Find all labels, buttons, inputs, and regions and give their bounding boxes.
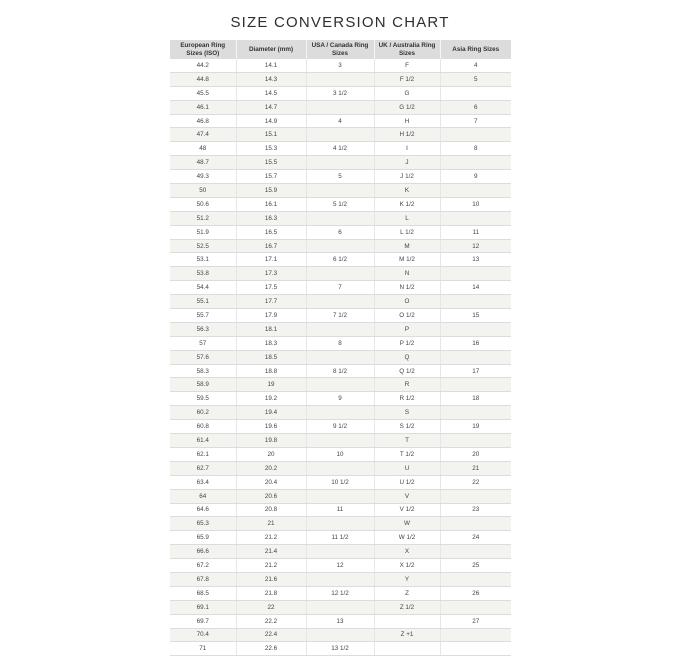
- cell-asia-size: [440, 517, 511, 531]
- cell-european-size: 44.2: [170, 59, 236, 72]
- table-row: [170, 128, 511, 142]
- cell-diameter: 15.5: [236, 156, 306, 170]
- cell-usa-canada-size: 6: [306, 225, 374, 239]
- cell-diameter: 15.7: [236, 170, 306, 184]
- cell-diameter: 18.8: [236, 364, 306, 378]
- cell-diameter: 19: [236, 378, 306, 392]
- cell-asia-size: 18: [440, 392, 511, 406]
- cell-uk-australia-size: J 1/2: [374, 170, 440, 184]
- cell-european-size: 65.9: [170, 531, 236, 545]
- table-row: [170, 600, 511, 614]
- cell-diameter: 19.4: [236, 406, 306, 420]
- chart-title: SIZE CONVERSION CHART: [230, 14, 450, 31]
- cell-diameter: 18.5: [236, 350, 306, 364]
- table-row: [170, 378, 511, 392]
- cell-usa-canada-size: [306, 600, 374, 614]
- cell-usa-canada-size: 9: [306, 392, 374, 406]
- cell-uk-australia-size: U: [374, 461, 440, 475]
- cell-diameter: 20: [236, 447, 306, 461]
- table-row: [170, 100, 511, 114]
- cell-uk-australia-size: Z +1: [374, 628, 440, 642]
- cell-european-size: 48: [170, 142, 236, 156]
- cell-usa-canada-size: 13 1/2: [306, 642, 374, 656]
- table-header-row: [170, 40, 511, 59]
- cell-uk-australia-size: Q 1/2: [374, 364, 440, 378]
- table-row: [170, 392, 511, 406]
- table-row: [170, 517, 511, 531]
- cell-usa-canada-size: [306, 434, 374, 448]
- table-row: [170, 614, 511, 628]
- cell-usa-canada-size: 11: [306, 503, 374, 517]
- table-row: [170, 642, 511, 656]
- cell-usa-canada-size: [306, 128, 374, 142]
- cell-european-size: 64: [170, 489, 236, 503]
- cell-asia-size: [440, 378, 511, 392]
- table-row: [170, 364, 511, 378]
- table-row: [170, 531, 511, 545]
- cell-usa-canada-size: 8: [306, 336, 374, 350]
- cell-european-size: 68.5: [170, 586, 236, 600]
- cell-asia-size: 17: [440, 364, 511, 378]
- cell-asia-size: [440, 600, 511, 614]
- cell-uk-australia-size: O 1/2: [374, 309, 440, 323]
- cell-diameter: 16.3: [236, 211, 306, 225]
- cell-uk-australia-size: N: [374, 267, 440, 281]
- cell-uk-australia-size: X 1/2: [374, 559, 440, 573]
- cell-asia-size: 23: [440, 503, 511, 517]
- cell-european-size: 60.2: [170, 406, 236, 420]
- cell-diameter: 14.9: [236, 114, 306, 128]
- cell-uk-australia-size: U 1/2: [374, 475, 440, 489]
- header-diameter-mm: Diameter (mm): [236, 40, 306, 59]
- cell-european-size: 53.1: [170, 253, 236, 267]
- cell-usa-canada-size: [306, 322, 374, 336]
- cell-asia-size: [440, 267, 511, 281]
- cell-diameter: 19.8: [236, 434, 306, 448]
- cell-diameter: 21.2: [236, 559, 306, 573]
- cell-european-size: 48.7: [170, 156, 236, 170]
- cell-usa-canada-size: [306, 184, 374, 198]
- cell-european-size: 62.7: [170, 461, 236, 475]
- cell-uk-australia-size: X: [374, 545, 440, 559]
- cell-asia-size: [440, 406, 511, 420]
- cell-usa-canada-size: [306, 406, 374, 420]
- cell-uk-australia-size: V: [374, 489, 440, 503]
- cell-diameter: 18.3: [236, 336, 306, 350]
- cell-diameter: 20.8: [236, 503, 306, 517]
- cell-european-size: 46.8: [170, 114, 236, 128]
- cell-uk-australia-size: Z 1/2: [374, 600, 440, 614]
- table-row: [170, 295, 511, 309]
- cell-asia-size: 26: [440, 586, 511, 600]
- cell-european-size: 67.2: [170, 559, 236, 573]
- table-row: [170, 72, 511, 86]
- cell-uk-australia-size: Q: [374, 350, 440, 364]
- cell-uk-australia-size: G: [374, 86, 440, 100]
- cell-usa-canada-size: [306, 350, 374, 364]
- cell-uk-australia-size: [374, 614, 440, 628]
- cell-uk-australia-size: F 1/2: [374, 72, 440, 86]
- table-row: [170, 86, 511, 100]
- cell-diameter: 17.5: [236, 281, 306, 295]
- cell-diameter: 17.9: [236, 309, 306, 323]
- cell-usa-canada-size: 11 1/2: [306, 531, 374, 545]
- cell-asia-size: [440, 156, 511, 170]
- cell-european-size: 46.1: [170, 100, 236, 114]
- cell-uk-australia-size: V 1/2: [374, 503, 440, 517]
- cell-uk-australia-size: K 1/2: [374, 197, 440, 211]
- table-row: [170, 253, 511, 267]
- header-european-ring-sizes: European Ring Sizes (ISO): [170, 40, 236, 59]
- cell-european-size: 53.8: [170, 267, 236, 281]
- table-row: [170, 211, 511, 225]
- cell-asia-size: 25: [440, 559, 511, 573]
- cell-european-size: 69.7: [170, 614, 236, 628]
- table-row: [170, 434, 511, 448]
- table-row: [170, 586, 511, 600]
- cell-usa-canada-size: [306, 378, 374, 392]
- cell-asia-size: [440, 86, 511, 100]
- cell-diameter: 19.6: [236, 420, 306, 434]
- cell-european-size: 49.3: [170, 170, 236, 184]
- cell-asia-size: 4: [440, 59, 511, 72]
- cell-european-size: 60.8: [170, 420, 236, 434]
- cell-european-size: 71: [170, 642, 236, 656]
- cell-asia-size: [440, 295, 511, 309]
- cell-diameter: 14.1: [236, 59, 306, 72]
- cell-european-size: 61.4: [170, 434, 236, 448]
- table-row: [170, 489, 511, 503]
- cell-diameter: 22: [236, 600, 306, 614]
- cell-diameter: 15.1: [236, 128, 306, 142]
- cell-uk-australia-size: O: [374, 295, 440, 309]
- cell-uk-australia-size: S 1/2: [374, 420, 440, 434]
- cell-diameter: 21.2: [236, 531, 306, 545]
- cell-usa-canada-size: [306, 156, 374, 170]
- table-row: [170, 59, 511, 72]
- cell-uk-australia-size: I: [374, 142, 440, 156]
- cell-uk-australia-size: P 1/2: [374, 336, 440, 350]
- cell-asia-size: [440, 434, 511, 448]
- cell-uk-australia-size: M: [374, 239, 440, 253]
- cell-usa-canada-size: 3 1/2: [306, 86, 374, 100]
- cell-asia-size: 7: [440, 114, 511, 128]
- cell-european-size: 65.3: [170, 517, 236, 531]
- cell-asia-size: 8: [440, 142, 511, 156]
- cell-european-size: 70.4: [170, 628, 236, 642]
- table-body: [170, 59, 511, 656]
- cell-uk-australia-size: R 1/2: [374, 392, 440, 406]
- table-row: [170, 309, 511, 323]
- cell-asia-size: 22: [440, 475, 511, 489]
- header-asia-ring-sizes: Asia Ring Sizes: [440, 40, 511, 59]
- cell-usa-canada-size: [306, 295, 374, 309]
- cell-uk-australia-size: S: [374, 406, 440, 420]
- cell-diameter: 14.7: [236, 100, 306, 114]
- cell-asia-size: 10: [440, 197, 511, 211]
- cell-usa-canada-size: 6 1/2: [306, 253, 374, 267]
- cell-european-size: 67.8: [170, 572, 236, 586]
- cell-asia-size: [440, 572, 511, 586]
- cell-uk-australia-size: T 1/2: [374, 447, 440, 461]
- cell-uk-australia-size: G 1/2: [374, 100, 440, 114]
- table-row: [170, 545, 511, 559]
- table-row: [170, 559, 511, 573]
- table-row: [170, 628, 511, 642]
- table-row: [170, 239, 511, 253]
- cell-diameter: 20.4: [236, 475, 306, 489]
- cell-uk-australia-size: P: [374, 322, 440, 336]
- cell-european-size: 50.6: [170, 197, 236, 211]
- cell-usa-canada-size: 13: [306, 614, 374, 628]
- cell-usa-canada-size: 4 1/2: [306, 142, 374, 156]
- table-row: [170, 142, 511, 156]
- cell-diameter: 14.5: [236, 86, 306, 100]
- cell-asia-size: 27: [440, 614, 511, 628]
- cell-european-size: 57: [170, 336, 236, 350]
- cell-diameter: 19.2: [236, 392, 306, 406]
- table-row: [170, 225, 511, 239]
- cell-usa-canada-size: 5: [306, 170, 374, 184]
- cell-diameter: 16.5: [236, 225, 306, 239]
- cell-usa-canada-size: 9 1/2: [306, 420, 374, 434]
- cell-diameter: 16.1: [236, 197, 306, 211]
- cell-asia-size: 20: [440, 447, 511, 461]
- cell-european-size: 55.7: [170, 309, 236, 323]
- cell-diameter: 17.3: [236, 267, 306, 281]
- cell-usa-canada-size: 10 1/2: [306, 475, 374, 489]
- cell-uk-australia-size: T: [374, 434, 440, 448]
- cell-usa-canada-size: [306, 517, 374, 531]
- cell-uk-australia-size: Z: [374, 586, 440, 600]
- table-row: [170, 170, 511, 184]
- cell-asia-size: [440, 628, 511, 642]
- cell-asia-size: 5: [440, 72, 511, 86]
- cell-asia-size: 13: [440, 253, 511, 267]
- cell-diameter: 22.4: [236, 628, 306, 642]
- table-row: [170, 406, 511, 420]
- header-uk-australia-ring-sizes: UK / Australia Ring Sizes: [374, 40, 440, 59]
- cell-usa-canada-size: [306, 489, 374, 503]
- table-row: [170, 281, 511, 295]
- table-row: [170, 447, 511, 461]
- cell-european-size: 63.4: [170, 475, 236, 489]
- cell-uk-australia-size: M 1/2: [374, 253, 440, 267]
- cell-asia-size: [440, 211, 511, 225]
- cell-asia-size: 19: [440, 420, 511, 434]
- cell-diameter: 21: [236, 517, 306, 531]
- table-row: [170, 461, 511, 475]
- cell-asia-size: [440, 184, 511, 198]
- cell-uk-australia-size: H: [374, 114, 440, 128]
- cell-european-size: 54.4: [170, 281, 236, 295]
- cell-european-size: 59.5: [170, 392, 236, 406]
- cell-uk-australia-size: F: [374, 59, 440, 72]
- cell-usa-canada-size: 7 1/2: [306, 309, 374, 323]
- cell-usa-canada-size: 12 1/2: [306, 586, 374, 600]
- table-row: [170, 322, 511, 336]
- table-row: [170, 350, 511, 364]
- cell-european-size: 58.3: [170, 364, 236, 378]
- cell-usa-canada-size: 10: [306, 447, 374, 461]
- cell-uk-australia-size: H 1/2: [374, 128, 440, 142]
- table-row: [170, 156, 511, 170]
- cell-usa-canada-size: [306, 461, 374, 475]
- cell-asia-size: 9: [440, 170, 511, 184]
- cell-european-size: 47.4: [170, 128, 236, 142]
- table-row: [170, 184, 511, 198]
- cell-usa-canada-size: 7: [306, 281, 374, 295]
- cell-asia-size: [440, 128, 511, 142]
- table-row: [170, 114, 511, 128]
- cell-european-size: 58.9: [170, 378, 236, 392]
- cell-european-size: 64.6: [170, 503, 236, 517]
- cell-uk-australia-size: W: [374, 517, 440, 531]
- table-row: [170, 197, 511, 211]
- cell-european-size: 62.1: [170, 447, 236, 461]
- cell-european-size: 45.5: [170, 86, 236, 100]
- cell-diameter: 21.4: [236, 545, 306, 559]
- cell-uk-australia-size: L: [374, 211, 440, 225]
- table-row: [170, 336, 511, 350]
- cell-usa-canada-size: 4: [306, 114, 374, 128]
- cell-diameter: 17.1: [236, 253, 306, 267]
- table-row: [170, 475, 511, 489]
- cell-diameter: 21.8: [236, 586, 306, 600]
- cell-european-size: 55.1: [170, 295, 236, 309]
- cell-european-size: 51.9: [170, 225, 236, 239]
- cell-european-size: 57.6: [170, 350, 236, 364]
- table-row: [170, 572, 511, 586]
- header-usa-canada-ring-sizes: USA / Canada Ring Sizes: [306, 40, 374, 59]
- cell-uk-australia-size: W 1/2: [374, 531, 440, 545]
- cell-uk-australia-size: Y: [374, 572, 440, 586]
- cell-diameter: 14.3: [236, 72, 306, 86]
- cell-european-size: 52.5: [170, 239, 236, 253]
- cell-asia-size: [440, 642, 511, 656]
- table-row: [170, 420, 511, 434]
- cell-uk-australia-size: [374, 642, 440, 656]
- cell-asia-size: [440, 350, 511, 364]
- cell-usa-canada-size: 3: [306, 59, 374, 72]
- cell-diameter: 20.6: [236, 489, 306, 503]
- cell-usa-canada-size: [306, 72, 374, 86]
- cell-european-size: 66.6: [170, 545, 236, 559]
- cell-asia-size: 14: [440, 281, 511, 295]
- cell-asia-size: 16: [440, 336, 511, 350]
- cell-usa-canada-size: [306, 545, 374, 559]
- cell-european-size: 69.1: [170, 600, 236, 614]
- cell-asia-size: 24: [440, 531, 511, 545]
- cell-asia-size: [440, 545, 511, 559]
- cell-usa-canada-size: 5 1/2: [306, 197, 374, 211]
- cell-uk-australia-size: J: [374, 156, 440, 170]
- cell-asia-size: 15: [440, 309, 511, 323]
- cell-diameter: 22.2: [236, 614, 306, 628]
- table-row: [170, 267, 511, 281]
- cell-usa-canada-size: [306, 628, 374, 642]
- table-row: [170, 503, 511, 517]
- cell-asia-size: 11: [440, 225, 511, 239]
- cell-asia-size: 12: [440, 239, 511, 253]
- cell-diameter: 18.1: [236, 322, 306, 336]
- cell-diameter: 15.3: [236, 142, 306, 156]
- cell-asia-size: [440, 322, 511, 336]
- cell-usa-canada-size: [306, 572, 374, 586]
- cell-diameter: 21.6: [236, 572, 306, 586]
- cell-european-size: 44.8: [170, 72, 236, 86]
- cell-usa-canada-size: [306, 211, 374, 225]
- cell-usa-canada-size: [306, 267, 374, 281]
- cell-european-size: 50: [170, 184, 236, 198]
- cell-european-size: 56.3: [170, 322, 236, 336]
- cell-diameter: 20.2: [236, 461, 306, 475]
- cell-usa-canada-size: [306, 100, 374, 114]
- cell-asia-size: 21: [440, 461, 511, 475]
- cell-usa-canada-size: 8 1/2: [306, 364, 374, 378]
- cell-usa-canada-size: 12: [306, 559, 374, 573]
- cell-usa-canada-size: [306, 239, 374, 253]
- cell-uk-australia-size: K: [374, 184, 440, 198]
- cell-uk-australia-size: R: [374, 378, 440, 392]
- cell-diameter: 22.6: [236, 642, 306, 656]
- cell-diameter: 15.9: [236, 184, 306, 198]
- cell-diameter: 16.7: [236, 239, 306, 253]
- cell-uk-australia-size: N 1/2: [374, 281, 440, 295]
- cell-diameter: 17.7: [236, 295, 306, 309]
- cell-asia-size: [440, 489, 511, 503]
- cell-asia-size: 6: [440, 100, 511, 114]
- size-conversion-table: [170, 40, 511, 656]
- cell-european-size: 51.2: [170, 211, 236, 225]
- cell-uk-australia-size: L 1/2: [374, 225, 440, 239]
